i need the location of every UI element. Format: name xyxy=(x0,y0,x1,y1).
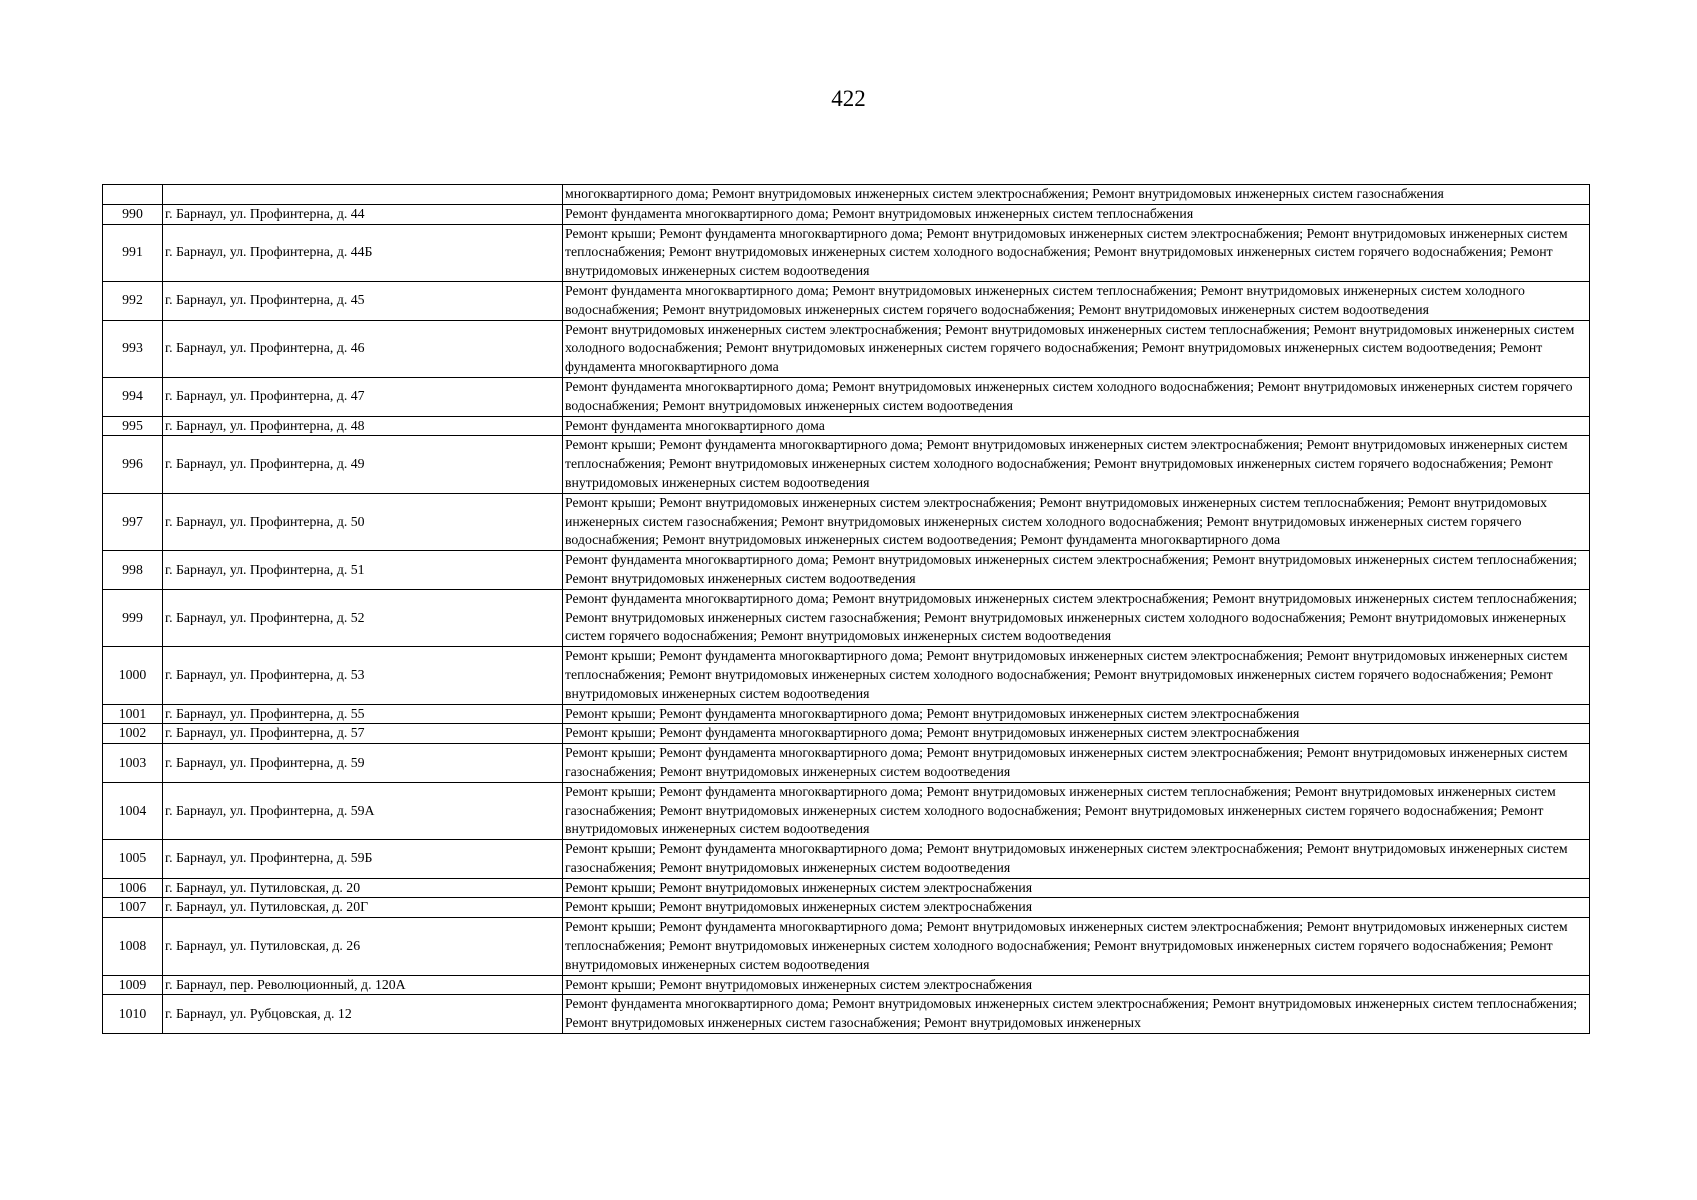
table-row xyxy=(103,724,1590,744)
row-works-cell: Ремонт внутридомовых инженерных систем электроснабжения; Ремонт внутридомовых инженерных систем теплоснабжения; Ремонт внутридомовых инженерных систем холодного водоснабжения; Ремонт внутридомовых инженерных систем горячего водоснабжения; Ремонт внутридомовых инженерных систем водоотведения; Ремонт фундамента многоквартирного дома xyxy=(563,320,1590,377)
row-number-cell: 993 xyxy=(103,320,163,377)
row-address-cell xyxy=(163,185,563,205)
table-row xyxy=(103,377,1590,416)
row-number-cell: 1009 xyxy=(103,975,163,995)
row-number-cell: 1007 xyxy=(103,898,163,918)
row-number-cell: 1001 xyxy=(103,704,163,724)
page-number: 422 xyxy=(831,86,866,111)
table-row xyxy=(103,975,1590,995)
table-body xyxy=(103,185,1590,1034)
row-number-cell: 1002 xyxy=(103,724,163,744)
table-row xyxy=(103,185,1590,205)
row-works-cell: Ремонт фундамента многоквартирного дома; Ремонт внутридомовых инженерных систем теплоснабжения xyxy=(563,204,1590,224)
row-works-cell: Ремонт крыши; Ремонт внутридомовых инженерных систем электроснабжения; Ремонт внутридомовых инженерных систем теплоснабжения; Ремонт внутридомовых инженерных систем газоснабжения; Ремонт внутридомовых инженерных систем холодного водоснабжения; Ремонт внутридомовых инженерных систем горячего водоснабжения; Ремонт внутридомовых инженерных систем водоотведения; Ремонт фундамента многоквартирного дома xyxy=(563,493,1590,550)
row-address-cell: г. Барнаул, ул. Путиловская, д. 20 xyxy=(163,878,563,898)
row-number-cell: 999 xyxy=(103,589,163,646)
table-row xyxy=(103,436,1590,493)
row-works-cell: Ремонт крыши; Ремонт фундамента многоквартирного дома; Ремонт внутридомовых инженерных систем теплоснабжения; Ремонт внутридомовых инженерных систем газоснабжения; Ремонт внутридомовых инженерных систем холодного водоснабжения; Ремонт внутридомовых инженерных систем горячего водоснабжения; Ремонт внутридомовых инженерных систем водоотведения xyxy=(563,782,1590,839)
row-works-cell: Ремонт крыши; Ремонт внутридомовых инженерных систем электроснабжения xyxy=(563,898,1590,918)
row-works-cell: Ремонт крыши; Ремонт фундамента многоквартирного дома; Ремонт внутридомовых инженерных систем электроснабжения xyxy=(563,724,1590,744)
table-row xyxy=(103,647,1590,704)
row-works-cell: Ремонт крыши; Ремонт фундамента многоквартирного дома; Ремонт внутридомовых инженерных систем электроснабжения; Ремонт внутридомовых инженерных систем газоснабжения; Ремонт внутридомовых инженерных систем водоотведения xyxy=(563,840,1590,879)
row-address-cell: г. Барнаул, ул. Профинтерна, д. 48 xyxy=(163,416,563,436)
row-number-cell: 991 xyxy=(103,224,163,281)
row-number-cell: 997 xyxy=(103,493,163,550)
table-row xyxy=(103,551,1590,590)
row-address-cell: г. Барнаул, ул. Путиловская, д. 26 xyxy=(163,918,563,975)
table-row xyxy=(103,281,1590,320)
row-works-cell: многоквартирного дома; Ремонт внутридомовых инженерных систем электроснабжения; Ремонт внутридомовых инженерных систем газоснабжения xyxy=(563,185,1590,205)
row-number-cell: 996 xyxy=(103,436,163,493)
row-works-cell: Ремонт крыши; Ремонт фундамента многоквартирного дома; Ремонт внутридомовых инженерных систем электроснабжения; Ремонт внутридомовых инженерных систем теплоснабжения; Ремонт внутридомовых инженерных систем холодного водоснабжения; Ремонт внутридомовых инженерных систем горячего водоснабжения; Ремонт внутридомовых инженерных систем водоотведения xyxy=(563,647,1590,704)
row-address-cell: г. Барнаул, ул. Профинтерна, д. 53 xyxy=(163,647,563,704)
table-row xyxy=(103,782,1590,839)
table-row xyxy=(103,224,1590,281)
row-address-cell: г. Барнаул, ул. Профинтерна, д. 46 xyxy=(163,320,563,377)
row-number-cell: 1008 xyxy=(103,918,163,975)
row-works-cell: Ремонт фундамента многоквартирного дома xyxy=(563,416,1590,436)
row-number-cell: 995 xyxy=(103,416,163,436)
row-works-cell: Ремонт фундамента многоквартирного дома; Ремонт внутридомовых инженерных систем электроснабжения; Ремонт внутридомовых инженерных систем теплоснабжения; Ремонт внутридомовых инженерных систем газоснабжения; Ремонт внутридомовых инженерных xyxy=(563,995,1590,1034)
row-address-cell: г. Барнаул, ул. Профинтерна, д. 52 xyxy=(163,589,563,646)
table-row xyxy=(103,704,1590,724)
row-number-cell: 998 xyxy=(103,551,163,590)
row-works-cell: Ремонт фундамента многоквартирного дома; Ремонт внутридомовых инженерных систем теплоснабжения; Ремонт внутридомовых инженерных систем холодного водоснабжения; Ремонт внутридомовых инженерных систем горячего водоснабжения; Ремонт внутридомовых инженерных систем водоотведения xyxy=(563,281,1590,320)
row-number-cell: 1010 xyxy=(103,995,163,1034)
row-works-cell: Ремонт фундамента многоквартирного дома; Ремонт внутридомовых инженерных систем электроснабжения; Ремонт внутридомовых инженерных систем теплоснабжения; Ремонт внутридомовых инженерных систем газоснабжения; Ремонт внутридомовых инженерных систем холодного водоснабжения; Ремонт внутридомовых инженерных систем горячего водоснабжения; Ремонт внутридомовых инженерных систем водоотведения xyxy=(563,589,1590,646)
table-row xyxy=(103,589,1590,646)
row-number-cell: 1004 xyxy=(103,782,163,839)
row-works-cell: Ремонт крыши; Ремонт фундамента многоквартирного дома; Ремонт внутридомовых инженерных систем электроснабжения; Ремонт внутридомовых инженерных систем газоснабжения; Ремонт внутридомовых инженерных систем водоотведения xyxy=(563,744,1590,783)
row-address-cell: г. Барнаул, ул. Профинтерна, д. 50 xyxy=(163,493,563,550)
table-row xyxy=(103,898,1590,918)
table-row xyxy=(103,995,1590,1034)
row-address-cell: г. Барнаул, ул. Путиловская, д. 20Г xyxy=(163,898,563,918)
table-row xyxy=(103,918,1590,975)
row-address-cell: г. Барнаул, ул. Профинтерна, д. 44Б xyxy=(163,224,563,281)
row-address-cell: г. Барнаул, ул. Профинтерна, д. 47 xyxy=(163,377,563,416)
row-number-cell: 992 xyxy=(103,281,163,320)
row-address-cell: г. Барнаул, пер. Революционный, д. 120А xyxy=(163,975,563,995)
table-row xyxy=(103,320,1590,377)
row-works-cell: Ремонт крыши; Ремонт фундамента многоквартирного дома; Ремонт внутридомовых инженерных систем электроснабжения; Ремонт внутридомовых инженерных систем теплоснабжения; Ремонт внутридомовых инженерных систем холодного водоснабжения; Ремонт внутридомовых инженерных систем горячего водоснабжения; Ремонт внутридомовых инженерных систем водоотведения xyxy=(563,224,1590,281)
row-works-cell: Ремонт крыши; Ремонт внутридомовых инженерных систем электроснабжения xyxy=(563,975,1590,995)
table-row xyxy=(103,878,1590,898)
row-works-cell: Ремонт крыши; Ремонт фундамента многоквартирного дома; Ремонт внутридомовых инженерных систем электроснабжения xyxy=(563,704,1590,724)
row-address-cell: г. Барнаул, ул. Профинтерна, д. 49 xyxy=(163,436,563,493)
row-number-cell: 990 xyxy=(103,204,163,224)
table-row xyxy=(103,744,1590,783)
row-address-cell: г. Барнаул, ул. Профинтерна, д. 45 xyxy=(163,281,563,320)
row-works-cell: Ремонт крыши; Ремонт фундамента многоквартирного дома; Ремонт внутридомовых инженерных систем электроснабжения; Ремонт внутридомовых инженерных систем теплоснабжения; Ремонт внутридомовых инженерных систем холодного водоснабжения; Ремонт внутридомовых инженерных систем горячего водоснабжения; Ремонт внутридомовых инженерных систем водоотведения xyxy=(563,436,1590,493)
row-address-cell: г. Барнаул, ул. Профинтерна, д. 59Б xyxy=(163,840,563,879)
row-number-cell: 1003 xyxy=(103,744,163,783)
table-row xyxy=(103,840,1590,879)
row-address-cell: г. Барнаул, ул. Профинтерна, д. 59 xyxy=(163,744,563,783)
row-works-cell: Ремонт фундамента многоквартирного дома; Ремонт внутридомовых инженерных систем электроснабжения; Ремонт внутридомовых инженерных систем теплоснабжения; Ремонт внутридомовых инженерных систем водоотведения xyxy=(563,551,1590,590)
row-address-cell: г. Барнаул, ул. Профинтерна, д. 51 xyxy=(163,551,563,590)
table-row xyxy=(103,416,1590,436)
row-works-cell: Ремонт крыши; Ремонт фундамента многоквартирного дома; Ремонт внутридомовых инженерных систем электроснабжения; Ремонт внутридомовых инженерных систем теплоснабжения; Ремонт внутридомовых инженерных систем холодного водоснабжения; Ремонт внутридомовых инженерных систем горячего водоснабжения; Ремонт внутридомовых инженерных систем водоотведения xyxy=(563,918,1590,975)
row-works-cell: Ремонт крыши; Ремонт внутридомовых инженерных систем электроснабжения xyxy=(563,878,1590,898)
row-number-cell: 1000 xyxy=(103,647,163,704)
row-number-cell: 1006 xyxy=(103,878,163,898)
row-address-cell: г. Барнаул, ул. Профинтерна, д. 59А xyxy=(163,782,563,839)
table-row xyxy=(103,204,1590,224)
row-address-cell: г. Барнаул, ул. Профинтерна, д. 55 xyxy=(163,704,563,724)
row-number-cell xyxy=(103,185,163,205)
row-number-cell: 1005 xyxy=(103,840,163,879)
row-works-cell: Ремонт фундамента многоквартирного дома; Ремонт внутридомовых инженерных систем холодного водоснабжения; Ремонт внутридомовых инженерных систем горячего водоснабжения; Ремонт внутридомовых инженерных систем водоотведения xyxy=(563,377,1590,416)
table-row xyxy=(103,493,1590,550)
row-address-cell: г. Барнаул, ул. Профинтерна, д. 57 xyxy=(163,724,563,744)
row-address-cell: г. Барнаул, ул. Рубцовская, д. 12 xyxy=(163,995,563,1034)
repair-works-table xyxy=(102,184,1590,1034)
row-number-cell: 994 xyxy=(103,377,163,416)
row-address-cell: г. Барнаул, ул. Профинтерна, д. 44 xyxy=(163,204,563,224)
